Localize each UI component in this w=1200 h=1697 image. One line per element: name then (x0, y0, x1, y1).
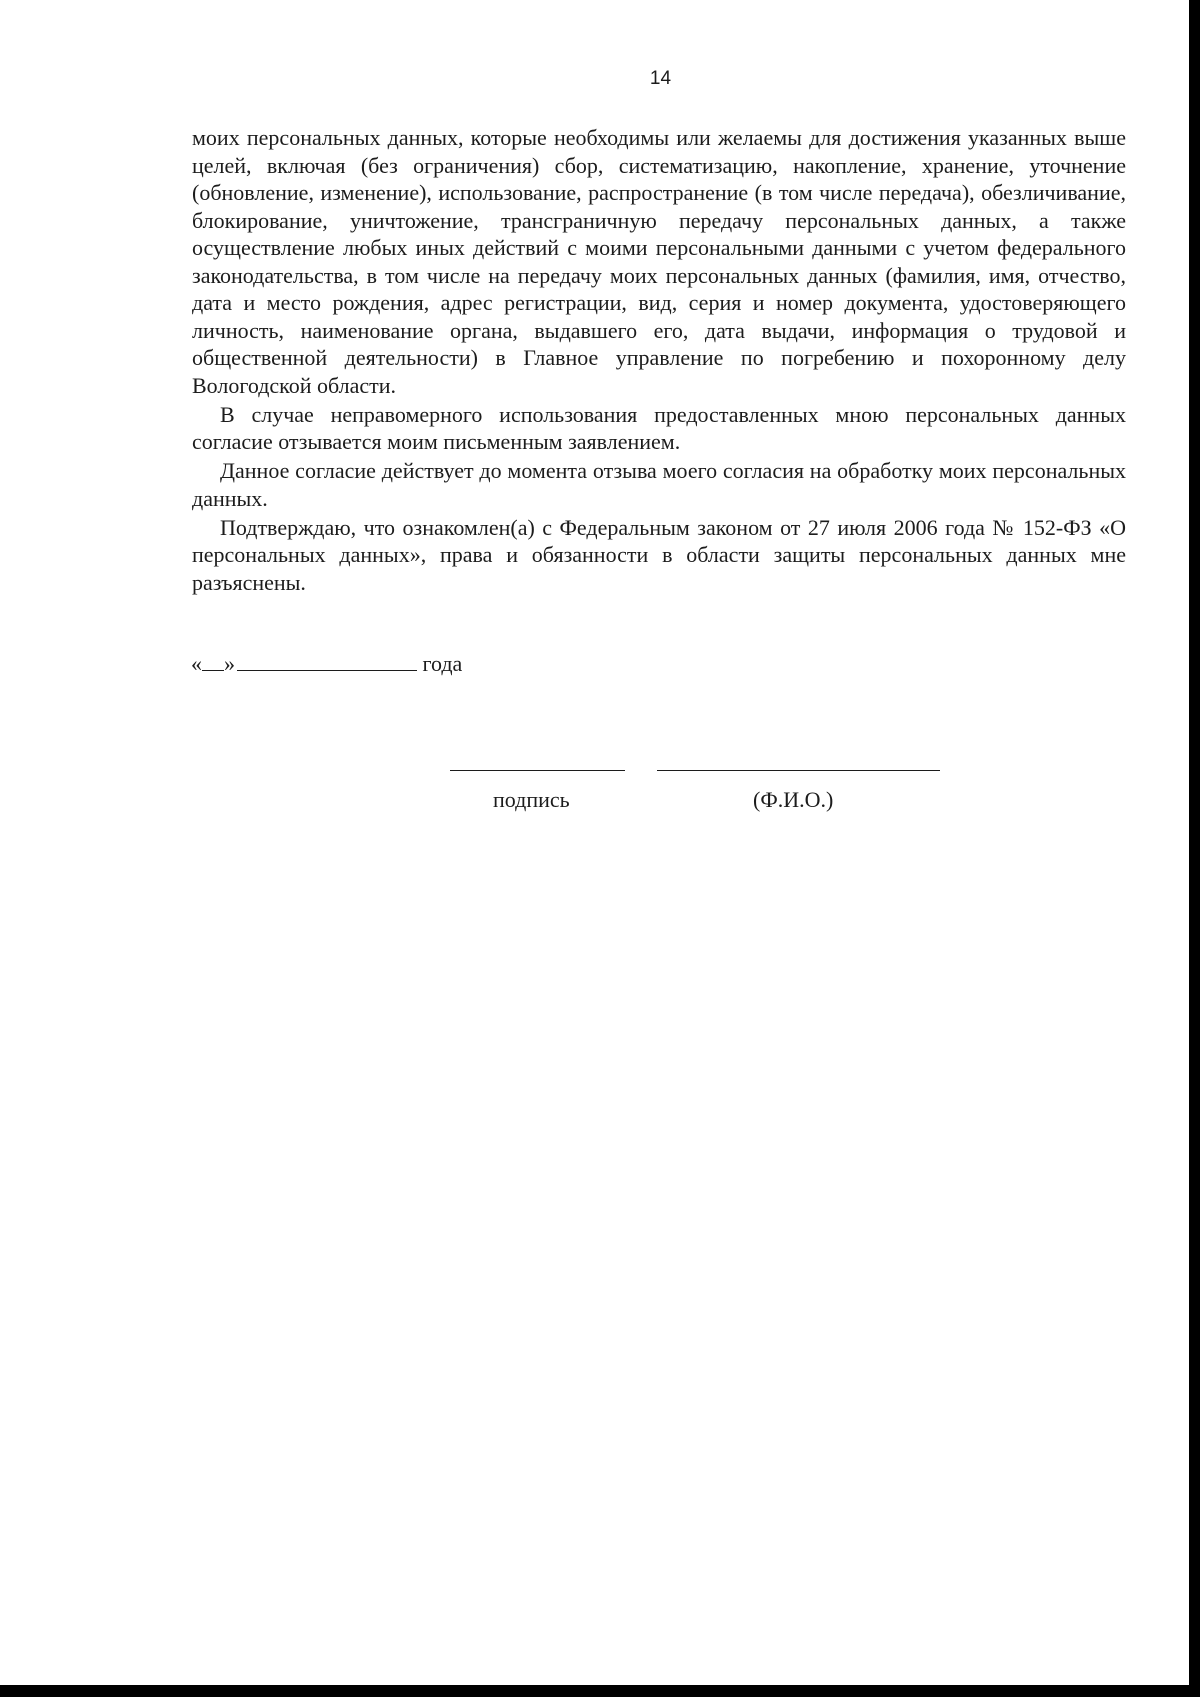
date-month-blank (237, 652, 417, 671)
paragraph-revocation: В случае неправомерного использования предоставленных мною персональных данных согласие отзывается моим письменным заявлением. (192, 401, 1126, 454)
consent-body (192, 124, 1126, 598)
date-year-suffix: года (422, 651, 463, 676)
scan-border-right (1189, 0, 1200, 1697)
signature-caption: подпись (493, 787, 570, 812)
paragraph-validity: Данное согласие действует до момента отзыва моего согласия на обработку моих персональных данных. (192, 458, 1126, 511)
scan-border-bottom (0, 1685, 1200, 1697)
date-day-blank (202, 652, 224, 671)
date-close-quote: » (224, 651, 235, 676)
date-open-quote: « (191, 651, 202, 676)
signature-blank (450, 770, 625, 771)
fio-caption: (Ф.И.О.) (753, 787, 834, 812)
paragraph-continuation: моих персональных данных, которые необходимы или желаемы для достижения указанных выше целей, включая (без ограничения) сбор, систематизацию, накопление, хранение, уточнение (обновление, изменение), использование, распространение (в том числе передача), обезличивание, блокирование, уничтожение, трансграничную передачу персональных данных, а также осуществление любых иных действий с моими персональными данными с учетом федерального законодательства, в том числе на передачу моих персональных данных (фамилия, имя, отчество, дата и место рождения, адрес регистрации, вид, серия и номер документа, удостоверяющего личность, наименование органа, выдавшего его, дата выдачи, информация о трудовой и общественной деятельности) в Главное управление по погребению и похоронному делу Вологодской области. (192, 125, 1126, 398)
page-number: 14 (649, 68, 672, 89)
paragraph-acknowledgement: Подтверждаю, что ознакомлен(а) с Федеральным законом от 27 июля 2006 года № 152-ФЗ «О персональных данных», права и обязанности в области защиты персональных данных мне разъяснены. (192, 514, 1126, 595)
fio-blank (657, 770, 940, 771)
date-line (191, 650, 462, 678)
